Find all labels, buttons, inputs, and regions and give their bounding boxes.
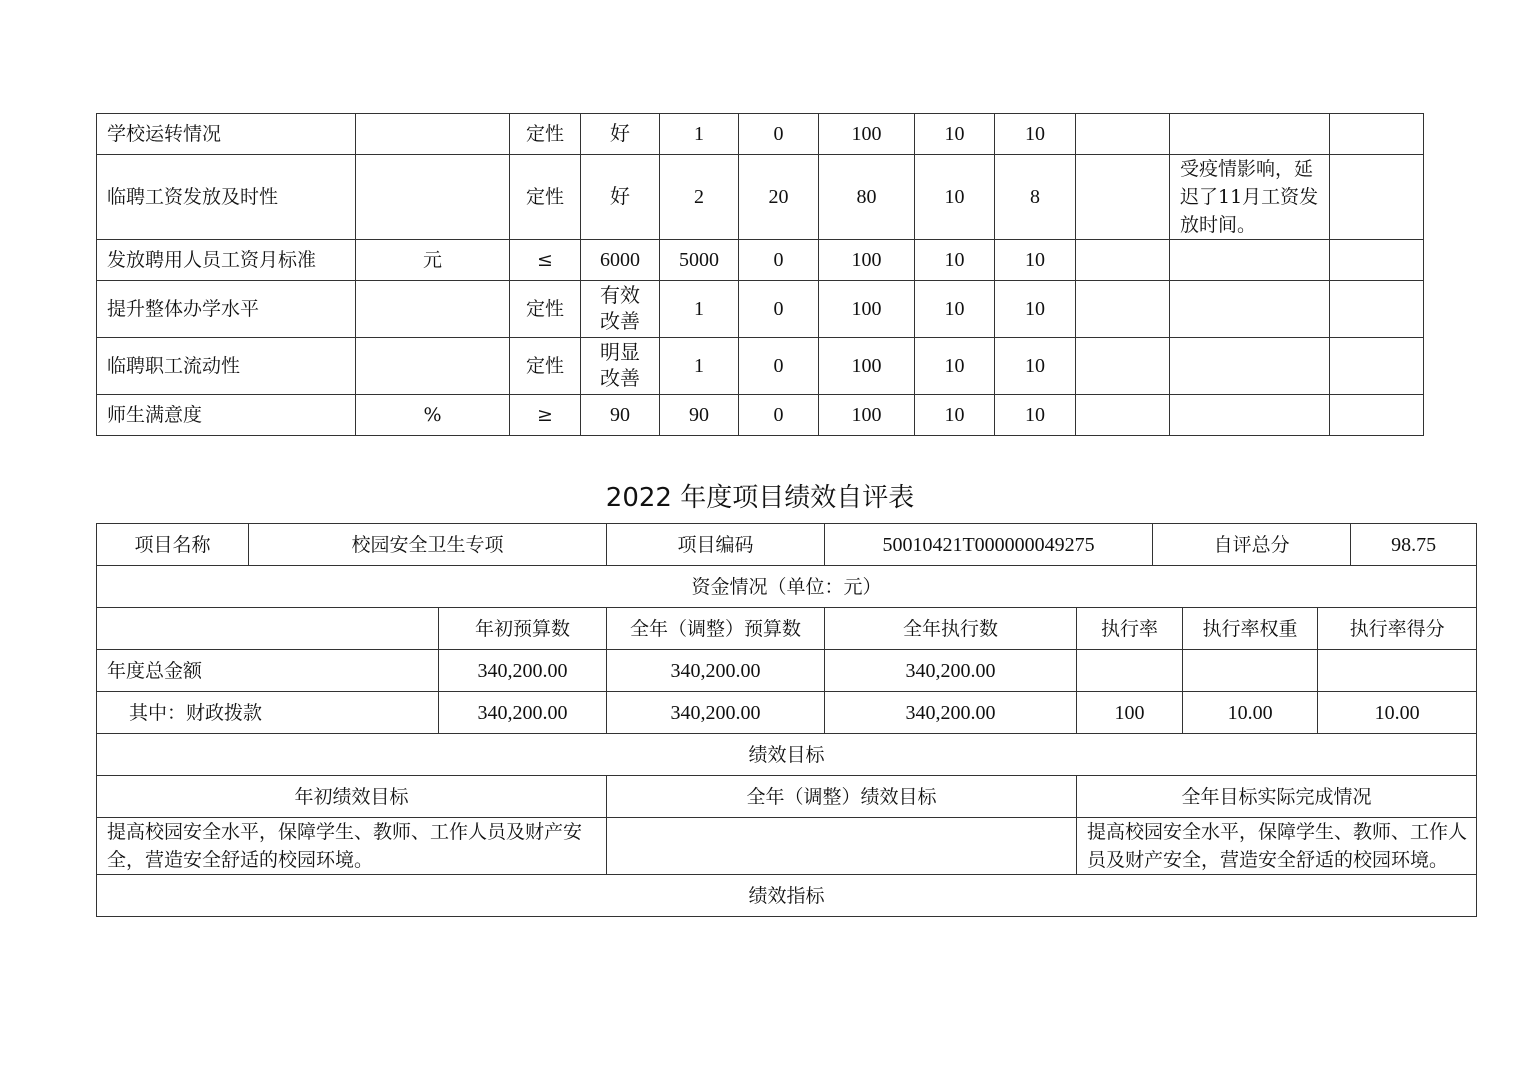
- indicator-note: [1330, 395, 1424, 436]
- goals-col-actual: 全年目标实际完成情况: [1077, 776, 1477, 818]
- goal-initial-text: 提高校园安全水平，保障学生、教师、工作人员及财产安全，营造安全舒适的校园环境。: [97, 818, 607, 875]
- funds-cell: 340,200.00: [825, 692, 1077, 734]
- indicator-note: [1330, 281, 1424, 338]
- indicator-rate: 100: [819, 240, 915, 281]
- indicator-deviation: 0: [739, 240, 819, 281]
- indicator-rate: 100: [819, 114, 915, 155]
- indicator-operator: 定性: [510, 281, 581, 338]
- funds-row-label: 其中：财政拨款: [97, 692, 439, 734]
- goals-header: 绩效目标: [97, 734, 1477, 776]
- funds-col-exec-rate: 执行率: [1077, 608, 1183, 650]
- indicator-extra: [1076, 114, 1170, 155]
- indicator-deviation: 0: [739, 281, 819, 338]
- performance-self-evaluation-table: [96, 523, 1477, 917]
- indicator-actual: 90: [660, 395, 739, 436]
- indicator-unit: %: [356, 395, 510, 436]
- funds-cell: 340,200.00: [439, 692, 607, 734]
- project-name-label: 项目名称: [97, 524, 249, 566]
- indicator-extra: [1076, 338, 1170, 395]
- indicator-reason: [1170, 281, 1330, 338]
- indicator-deviation: 0: [739, 114, 819, 155]
- indicator-reason: [1170, 114, 1330, 155]
- indicator-weight: 10: [915, 338, 995, 395]
- indicator-target: 明显改善: [581, 338, 660, 395]
- indicator-name: 临聘工资发放及时性: [97, 155, 356, 240]
- indicator-unit: [356, 338, 510, 395]
- total-score-label: 自评总分: [1153, 524, 1351, 566]
- page-title: 2022 年度项目绩效自评表: [605, 483, 915, 513]
- table-row: [97, 395, 1424, 436]
- table-row: [97, 240, 1424, 281]
- indicator-reason: [1170, 338, 1330, 395]
- indicator-score: 10: [995, 338, 1076, 395]
- funds-cell: 10.00: [1183, 692, 1318, 734]
- funds-cell: 340,200.00: [607, 692, 825, 734]
- funds-row-label: 年度总金额: [97, 650, 439, 692]
- funds-cell: [1183, 650, 1318, 692]
- indicator-weight: 10: [915, 240, 995, 281]
- indicator-extra: [1076, 240, 1170, 281]
- funds-cell: 10.00: [1318, 692, 1477, 734]
- indicator-operator: 定性: [510, 114, 581, 155]
- indicator-target: 6000: [581, 240, 660, 281]
- goals-col-adjusted: 全年（调整）绩效目标: [607, 776, 1077, 818]
- indicator-unit: 元: [356, 240, 510, 281]
- indicator-reason: [1170, 240, 1330, 281]
- indicator-unit: [356, 155, 510, 240]
- indicator-actual: 5000: [660, 240, 739, 281]
- indicator-table-continued: [96, 113, 1424, 436]
- indicator-operator: 定性: [510, 155, 581, 240]
- goals-col-initial: 年初绩效目标: [97, 776, 607, 818]
- indicator-target: 有效改善: [581, 281, 660, 338]
- funds-row: [97, 650, 1477, 692]
- indicator-weight: 10: [915, 155, 995, 240]
- indicator-actual: 1: [660, 114, 739, 155]
- indicator-name: 提升整体办学水平: [97, 281, 356, 338]
- funds-col-adjusted-budget: 全年（调整）预算数: [607, 608, 825, 650]
- funds-row: [97, 692, 1477, 734]
- indicator-name: 师生满意度: [97, 395, 356, 436]
- indicator-reason: 受疫情影响，延迟了11月工资发放时间。: [1170, 155, 1330, 240]
- indicators-header: 绩效指标: [97, 875, 1477, 917]
- indicator-deviation: 20: [739, 155, 819, 240]
- project-code: 50010421T000000049275: [825, 524, 1153, 566]
- indicator-name: 临聘职工流动性: [97, 338, 356, 395]
- funds-col-blank: [97, 608, 439, 650]
- funds-cell: [1318, 650, 1477, 692]
- funds-cell: [1077, 650, 1183, 692]
- indicator-operator: ≤: [510, 240, 581, 281]
- indicator-target: 好: [581, 114, 660, 155]
- indicator-name: 学校运转情况: [97, 114, 356, 155]
- indicator-rate: 100: [819, 281, 915, 338]
- indicator-rate: 80: [819, 155, 915, 240]
- indicator-target: 90: [581, 395, 660, 436]
- indicator-score: 10: [995, 114, 1076, 155]
- indicator-score: 8: [995, 155, 1076, 240]
- table-row: [97, 281, 1424, 338]
- table-row: [97, 338, 1424, 395]
- indicator-note: [1330, 240, 1424, 281]
- funds-col-initial-budget: 年初预算数: [439, 608, 607, 650]
- indicator-note: [1330, 114, 1424, 155]
- indicator-target: 好: [581, 155, 660, 240]
- indicator-unit: [356, 114, 510, 155]
- indicator-score: 10: [995, 240, 1076, 281]
- indicator-reason: [1170, 395, 1330, 436]
- indicator-weight: 10: [915, 114, 995, 155]
- funds-col-weight: 执行率权重: [1183, 608, 1318, 650]
- indicator-actual: 1: [660, 281, 739, 338]
- indicator-unit: [356, 281, 510, 338]
- funds-col-score: 执行率得分: [1318, 608, 1477, 650]
- indicator-extra: [1076, 395, 1170, 436]
- indicator-weight: 10: [915, 395, 995, 436]
- indicator-extra: [1076, 281, 1170, 338]
- funds-header: 资金情况（单位：元）: [97, 566, 1477, 608]
- indicator-deviation: 0: [739, 338, 819, 395]
- project-name: 校园安全卫生专项: [249, 524, 607, 566]
- funds-cell: 340,200.00: [439, 650, 607, 692]
- indicator-actual: 2: [660, 155, 739, 240]
- indicator-note: [1330, 155, 1424, 240]
- indicator-rate: 100: [819, 338, 915, 395]
- funds-col-executed: 全年执行数: [825, 608, 1077, 650]
- goal-adjusted-text: [607, 818, 1077, 875]
- funds-cell: 340,200.00: [825, 650, 1077, 692]
- indicator-extra: [1076, 155, 1170, 240]
- indicator-score: 10: [995, 281, 1076, 338]
- indicator-actual: 1: [660, 338, 739, 395]
- indicator-name: 发放聘用人员工资月标准: [97, 240, 356, 281]
- indicator-operator: 定性: [510, 338, 581, 395]
- funds-cell: 340,200.00: [607, 650, 825, 692]
- indicator-note: [1330, 338, 1424, 395]
- indicator-deviation: 0: [739, 395, 819, 436]
- total-score: 98.75: [1351, 524, 1477, 566]
- goal-actual-text: 提高校园安全水平，保障学生、教师、工作人员及财产安全，营造安全舒适的校园环境。: [1077, 818, 1477, 875]
- indicator-rate: 100: [819, 395, 915, 436]
- indicator-weight: 10: [915, 281, 995, 338]
- table-row: [97, 155, 1424, 240]
- project-code-label: 项目编码: [607, 524, 825, 566]
- indicator-operator: ≥: [510, 395, 581, 436]
- indicator-score: 10: [995, 395, 1076, 436]
- funds-cell: 100: [1077, 692, 1183, 734]
- table-row: [97, 114, 1424, 155]
